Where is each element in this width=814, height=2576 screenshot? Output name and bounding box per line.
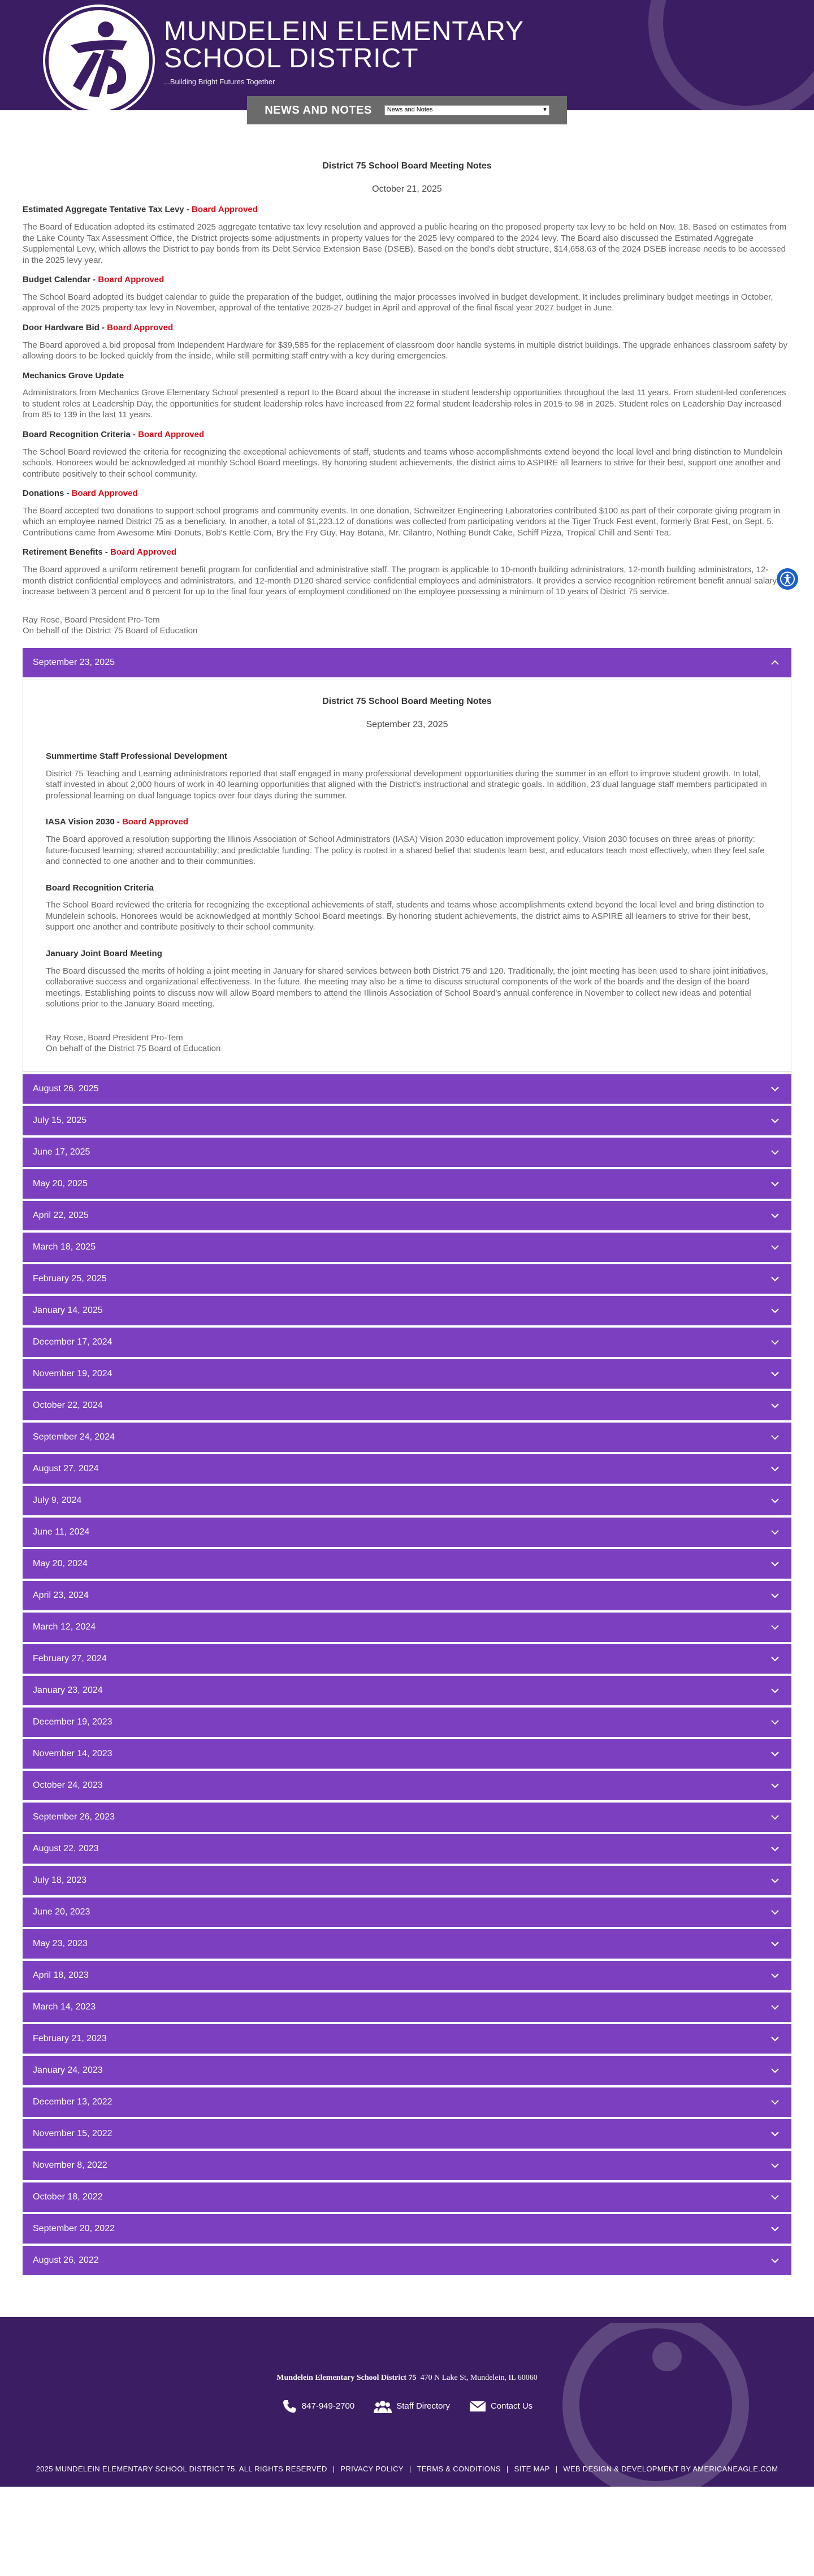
tagline: ...Building Bright Futures Together [164,77,275,86]
news-bar [247,96,567,124]
accordion-header[interactable] [23,1961,791,1990]
accordion-label: May 20, 2024 [33,1558,88,1568]
notes-item-heading [23,370,791,382]
chevron-down-icon [769,2001,781,2013]
notes-item-body: The Board approved a resolution supporting the Illinois Association of School Administrators (IASA) Vision 2030 education improvement policy. Vision 2030 focuses on three areas of priority: future-focused learning; shared accountability; and predictable funding. The policy is rooted in a shared belief that students learn best, and educators teach most effectively, when they feel safe and connected to one another and to their communities. [46,835,765,866]
accordion-header[interactable] [23,1391,791,1420]
signature-line2: On behalf of the District 75 Board of Education [46,1044,221,1053]
accordion-header[interactable] [23,1169,791,1199]
accordion-header-open[interactable] [23,648,791,677]
news-bar-label: NEWS AND NOTES [265,103,372,116]
accordion-label: February 25, 2025 [33,1273,107,1283]
phone-icon [282,2398,297,2414]
accordion-header[interactable] [23,1644,791,1674]
sitemap-link[interactable]: SITE MAP [514,2465,550,2474]
notes-item-title: Board Recognition Criteria - [23,429,138,439]
accordion-header[interactable] [23,1423,791,1452]
accordion-label: June 11, 2024 [33,1527,90,1537]
chevron-down-icon [769,1779,781,1792]
accordion-label: April 18, 2023 [33,1970,89,1980]
accordion-label: July 18, 2023 [33,1875,87,1885]
notes-item-body: The Board accepted two donations to support school programs and community events. In one donation, Schweitzer Engineering Laboratories contributed $100 as part of their corporate giving program in which an employee named District 75 as a beneficiary. In another, a total of $1,223.12 of donations was collected from participating vendors at the Tiger Truck Fest event, formerly Brat Fest, on Sept. 5. Contributions came from Awesome Mini Donuts, Bob's Kettle Corn, Bry the Fry Guy, Hay Botana, Mr. Cilantro, Nothing Bundt Cake, Schiff Pizza, Tropical Chill and Senti Tea. [23,505,780,538]
district-name-line2: SCHOOL DISTRICT [164,44,419,74]
accordion-label: May 20, 2025 [33,1178,88,1188]
accordion-header[interactable] [23,1803,791,1832]
chevron-down-icon [769,2223,781,2235]
signature-line2: On behalf of the District 75 Board of Education [23,626,198,636]
chevron-down-icon [769,1843,781,1855]
signature-line1: Ray Rose, Board President Pro-Tem [46,1032,183,1043]
accordion-label: December 19, 2023 [33,1717,112,1727]
accordion-label: July 15, 2025 [33,1115,87,1125]
notes-item-heading [23,204,791,216]
chevron-down-icon [769,1716,781,1728]
notes-item-title: Budget Calendar - [23,275,98,285]
accordion-label: September 20, 2022 [33,2223,115,2233]
accordion-label: December 17, 2024 [33,1337,112,1347]
notes-item-body: The Board approved a bid proposal from Independent Hardware for $39,585 for the replacement of classroom door handle systems in multiple district buildings. The upgrade enhances classroom safety by allowing doors to be locked quickly from the inside, while still permitting staff entry with a key during emergencies. [23,340,787,361]
chevron-down-icon [769,2191,781,2203]
accordion-header[interactable] [23,1992,791,2022]
people-icon [374,2400,392,2413]
accordion-header[interactable] [23,1708,791,1737]
chevron-down-icon [769,1621,781,1633]
accordion-header[interactable] [23,2119,791,2149]
approved-status: Board Approved [191,205,258,215]
accordion-label: January 14, 2025 [33,1305,103,1315]
accordion-header[interactable] [23,1549,791,1579]
accordion-header[interactable] [23,1518,791,1547]
signature-line1: Ray Rose, Board President Pro-Tem [23,615,160,625]
accordion-header[interactable] [23,1201,791,1230]
accordion-list [23,648,791,2275]
accordion-header[interactable] [23,1074,791,1104]
privacy-link[interactable]: PRIVACY POLICY [340,2465,404,2474]
signature [46,1032,768,1054]
accordion-label: November 8, 2022 [33,2160,107,2170]
accordion-header[interactable] [23,1296,791,1325]
chevron-down-icon [769,1589,781,1602]
chevron-down-icon [769,2128,781,2140]
chevron-down-icon [769,1526,781,1538]
accordion-label: September 23, 2025 [33,658,115,668]
watermark-logo-icon [577,0,814,110]
accordion-label: September 26, 2023 [33,1812,115,1822]
accordion-label: November 19, 2024 [33,1368,112,1378]
notes-item-heading [23,487,791,500]
accordion-header[interactable] [23,2024,791,2054]
credit-link[interactable]: WEB DESIGN & DEVELOPMENT BY AMERICANEAGLE.COM [563,2465,778,2474]
notes-item-title: IASA Vision 2030 - [46,817,123,827]
accordion-label: February 21, 2023 [33,2033,107,2043]
notes-item-title: January Joint Board Meeting [46,948,162,958]
chevron-down-icon [769,2254,781,2267]
notes-item-heading [23,546,791,559]
news-select[interactable] [384,105,549,115]
notes-item-body: The Board approved a uniform retirement benefit program for confidential and administrative staff. The program is applicable to 10-month building administrators, 12-month building administrators, 12-month district confidential employees and administrators, and 12-month D120 shared service confidential employees and administrators. It provides a service recognition retirement benefit annual salary increase between 3 percent and 6 percent for up to the final four years of employment conditioned on the employee possessing a minimum of 10 years of District 75 service. [23,565,777,597]
accordion-label: August 26, 2025 [33,1083,99,1093]
envelope-icon [469,2401,486,2412]
chevron-down-icon [769,1273,781,1285]
accordion-header[interactable] [23,1233,791,1262]
accordion-label: April 22, 2025 [33,1210,89,1220]
accordion-label: June 17, 2025 [33,1147,90,1157]
accordion-label: January 23, 2024 [33,1685,103,1695]
accordion-header[interactable] [23,1138,791,1167]
accordion-header[interactable] [23,1359,791,1389]
chevron-down-icon [769,1431,781,1443]
notes-title: District 75 School Board Meeting Notes [322,696,492,706]
accordion-label: June 20, 2023 [33,1907,90,1917]
notes-item-body: Administrators from Mechanics Grove Elementary School presented a report to the Board about the increase in student leadership opportunities throughout the last 11 years. From student-led conferences to student roles at Leadership Day, the opportunities for student leadership roles have increased from 22 formal student leadership roles in 2015 to 98 in 2025. Student roles on Leadership Day increased from 85 to 139 in the last 11 years. [23,388,786,420]
notes-item-title: Door Hardware Bid - [23,322,107,332]
chevron-down-icon [769,1336,781,1348]
accordion-label: November 15, 2022 [33,2128,112,2138]
accordion-label: May 23, 2023 [33,1938,88,1948]
chevron-down-icon [769,1653,781,1665]
chevron-down-icon [769,1969,781,1982]
chevron-down-icon [769,1494,781,1507]
chevron-down-icon [769,2096,781,2108]
copyright: 2025 MUNDELEIN ELEMENTARY SCHOOL DISTRICT 75. ALL RIGHTS RESERVED [36,2465,327,2474]
accordion-header[interactable] [23,1264,791,1294]
accordion-header[interactable] [23,1676,791,1705]
footer-district-name: Mundelein Elementary School District 75 [276,2373,417,2382]
chevron-down-icon: ▾ [543,106,547,114]
chevron-down-icon [769,1083,781,1095]
notes-item-heading [46,816,768,828]
notes-items [46,750,768,1010]
notes-item-heading [23,429,791,441]
news-bar-wrapper [0,96,814,124]
chevron-down-icon [769,2159,781,2172]
chevron-down-icon [769,1684,781,1697]
accordion-label: October 22, 2024 [33,1400,103,1410]
site-header [0,0,814,110]
chevron-down-icon [769,1938,781,1950]
accordion-label: October 24, 2023 [33,1780,103,1790]
accordion-label: April 23, 2024 [33,1590,89,1600]
notes-item-heading [46,948,768,960]
notes-item-body: The Board discussed the merits of holding a joint meeting in January for shared services between both District 75 and 120. Traditionally, the joint meeting has been used to share joint initiatives, collaborative success and organizational effectiveness. In the future, the meeting may also be a time to discuss structural components of the work of the boards and the design of the board meetings. Establishing points to discuss now will allow Board members to attend the Illinois Association of School Board's annual conference in November to collect new ideas and potential solutions prior to the January Board meeting. [46,966,768,1009]
accordion-header[interactable] [23,1834,791,1864]
contact-us-link[interactable] [469,2400,532,2413]
notes-item-body: The Board of Education adopted its estimated 2025 aggregate tentative tax levy resolution and approved a public hearing on the proposed property tax levy to be held on Nov. 18. Based on estimates from the Lake County Tax Assessment Office, the District projects some adjustments in property values for the 2025 levy compared to the 2024 levy. The Board also discussed the Estimated Aggregate Supplemental Levy, which allows the District to pay bonds from its Debt Service Extension Base (DSEB). Based on the bond's debt structure, $14,658.63 of the 2024 DSEB increase needs to be accessed in the 2025 levy year. [23,222,787,265]
site-footer [0,2317,814,2487]
accordion-header[interactable] [23,1454,791,1484]
chevron-down-icon [769,1748,781,1760]
notes-item-body: The School Board reviewed the criteria for recognizing the exceptional achievements of staff, students and teams whose accomplishments extend beyond the local level and bring distinction to Mundelein schools. Honorees would be acknowledged at monthly School Board meetings. By honoring student achievements, the district aims to ASPIRE all learners to strive for their best, support one another and contribute positively to their school community. [46,900,764,932]
approved-status: Board Approved [122,817,189,827]
accordion-label: August 22, 2023 [33,1843,99,1853]
chevron-down-icon [769,1368,781,1380]
chevron-down-icon [769,1178,781,1190]
footer-bottom-bar: 2025 MUNDELEIN ELEMENTARY SCHOOL DISTRICT 75. ALL RIGHTS RESERVED | PRIVACY POLICY | TERMS & CONDITIONS | SITE MAP | WEB DESIGN & DEVELOPMENT BY AMERICANEAGLE.COM [0,2453,814,2487]
staff-directory-link[interactable] [374,2400,450,2413]
main-content [0,159,814,2275]
phone-number: 847-949-2700 [301,2401,355,2411]
accordion-label: October 18, 2022 [33,2192,103,2202]
accordion-header[interactable] [23,1106,791,1135]
accordion-header[interactable] [23,1866,791,1895]
accordion-header[interactable] [23,2056,791,2085]
closed-accordions [23,1074,791,2275]
notes-item-heading [46,882,768,894]
district-name-line1: MUNDELEIN ELEMENTARY [164,16,525,46]
accordion-header[interactable] [23,1581,791,1610]
accessibility-icon [780,572,795,586]
chevron-down-icon [769,1209,781,1222]
accordion-header[interactable] [23,2151,791,2180]
notes-item-title: Donations - [23,489,72,499]
contact-us-label: Contact Us [490,2401,533,2411]
accordion-label: August 26, 2022 [33,2255,99,2265]
chevron-down-icon [769,1304,781,1317]
chevron-down-icon [769,1114,781,1127]
chevron-up-icon [769,656,781,669]
notes-item-title: Estimated Aggregate Tentative Tax Levy - [23,205,192,215]
accordion-label: March 14, 2023 [33,2002,96,2012]
current-notes [23,159,791,637]
chevron-down-icon [769,1463,781,1475]
notes-item-heading [23,274,791,286]
accordion-header[interactable] [23,1739,791,1769]
approved-status: Board Approved [110,547,176,557]
accordion-label: March 12, 2024 [33,1622,96,1632]
accordion-header[interactable] [23,2246,791,2275]
footer-street: 470 N Lake St, Mundelein, IL 60060 [420,2373,538,2382]
brand [164,18,524,88]
accordion-label: February 27, 2024 [33,1653,107,1663]
chevron-down-icon [769,1146,781,1159]
chevron-down-icon [769,1241,781,1254]
notes-item-body: The School Board adopted its budget calendar to guide the preparation of the budget, outlining the major processes involved in budget development. It includes preliminary budget meetings in October, approval of the 2025 property tax levy in November, approval of the tentative 2026-27 budget in April and approval of the final fiscal year 2027 budget in June. [23,292,773,313]
signature [23,615,791,637]
accordion-header[interactable] [23,2214,791,2244]
approved-status: Board Approved [138,429,205,439]
notes-item-title: Retirement Benefits - [23,547,111,557]
district-logo-icon [45,7,153,110]
approved-status: Board Approved [71,489,138,499]
chevron-down-icon [769,1811,781,1823]
chevron-down-icon [769,1874,781,1887]
staff-directory-label: Staff Directory [396,2401,450,2411]
accordion-label: September 24, 2024 [33,1432,115,1442]
phone-link[interactable] [282,2398,354,2414]
accordion-header[interactable] [23,1771,791,1800]
approved-status: Board Approved [107,322,174,332]
notes-item-body: District 75 Teaching and Learning administrators reported that staff engaged in many professional development opportunities during the summer in an effort to improve student growth. In total, staff invested in about 2,000 hours of work in 40 learning opportunities that aligned with the District's instructional and strategic goals. In addition, 23 dual language staff members participated in professional learning on dual language topics over four days during the summer. [46,768,767,801]
notes-date: October 21, 2025 [372,184,442,195]
accordion-label: January 24, 2023 [33,2065,103,2075]
terms-link[interactable]: TERMS & CONDITIONS [417,2465,501,2474]
approved-status: Board Approved [98,275,164,285]
accordion-header[interactable] [23,1929,791,1959]
accessibility-button[interactable] [777,568,798,590]
accordion-header[interactable] [23,2182,791,2212]
chevron-down-icon [769,2033,781,2045]
notes-item-heading [23,322,791,334]
notes-item-heading [46,750,768,763]
accordion-header[interactable] [23,1328,791,1357]
chevron-down-icon [769,1399,781,1412]
accordion-header[interactable] [23,1613,791,1642]
notes-date: September 23, 2025 [366,719,448,729]
accordion-header[interactable] [23,1486,791,1515]
accordion-label: November 14, 2023 [33,1748,112,1758]
chevron-down-icon [769,1558,781,1570]
chevron-down-icon [769,1906,781,1918]
chevron-down-icon [769,2064,781,2077]
accordion-label: July 9, 2024 [33,1495,82,1505]
notes-title: District 75 School Board Meeting Notes [322,161,492,171]
notes-items [23,204,791,597]
news-select-value: News and Notes [387,106,433,114]
accordion-label: March 18, 2025 [33,1242,96,1252]
accordion-label: December 13, 2022 [33,2097,112,2107]
notes-item-title: Mechanics Grove Update [23,370,124,381]
notes-item-title: Summertime Staff Professional Development [46,751,227,761]
accordion-panel [23,680,791,1072]
accordion-label: August 27, 2024 [33,1463,99,1473]
notes-item-body: The School Board reviewed the criteria for recognizing the exceptional achievements of staff, students and teams whose accomplishments extend beyond the local level and bring distinction to Mundelein schools. Honorees would be acknowledged at monthly School Board meetings. By honoring student achievements, the district aims to ASPIRE all learners to strive for their best, support one another and contribute positively to their school community. [23,447,782,479]
logo-link[interactable] [45,7,524,110]
notes-item-title: Board Recognition Criteria [46,883,154,893]
accordion-header[interactable] [23,2087,791,2117]
accordion-header[interactable] [23,1898,791,1927]
